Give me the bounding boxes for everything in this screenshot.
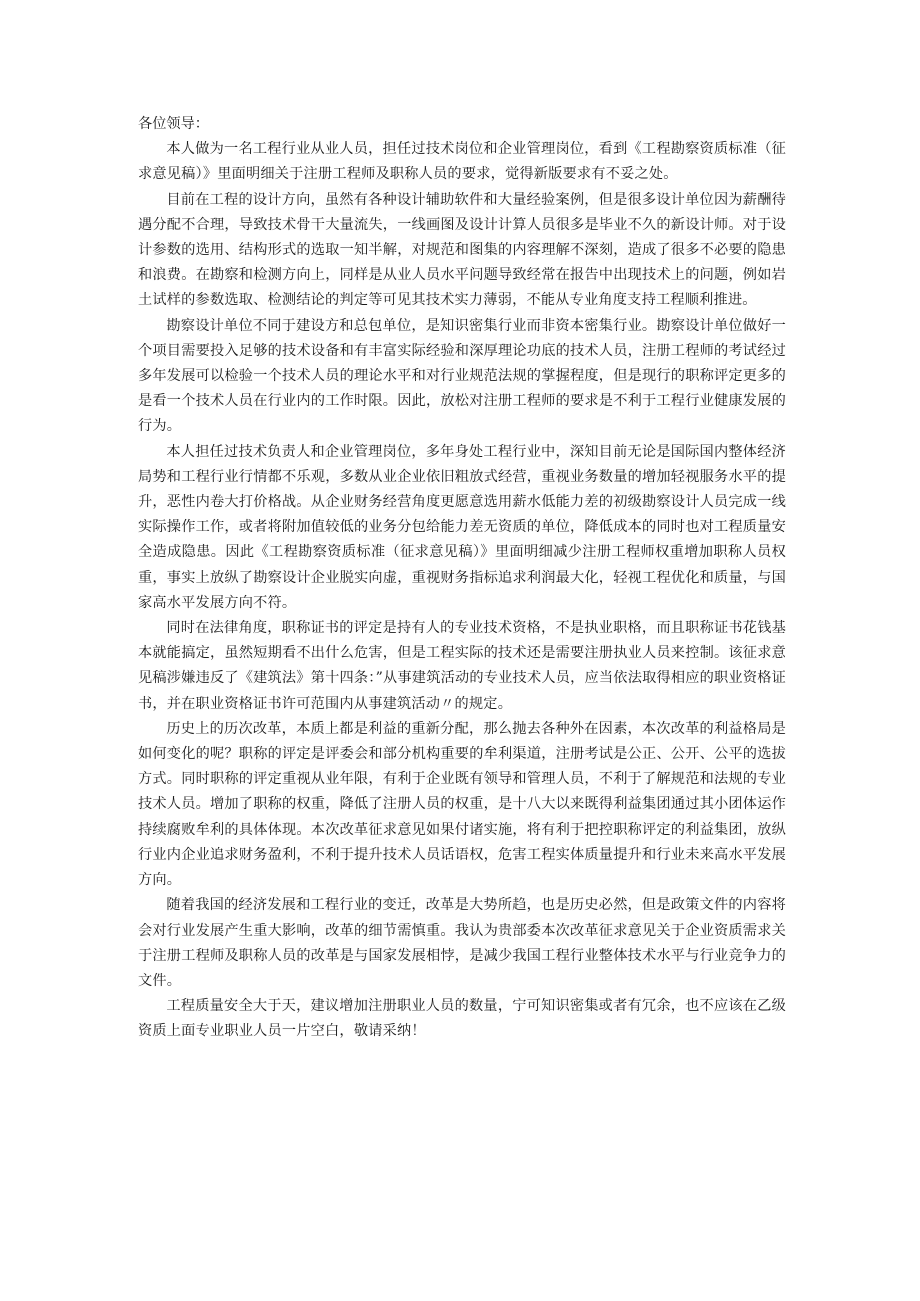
paragraph: 本人做为一名工程行业从业人员，担任过技术岗位和企业管理岗位，看到《工程勘察资质标准（征求意见稿）》里面明细关于注册工程师及职称人员的要求，觉得新版要求有不妥之处。 bbox=[138, 141, 786, 183]
paragraph: 同时在法律角度，职称证书的评定是持有人的专业技术资格，不是执业职格，而且职称证书花钱基本就能搞定，虽然短期看不出什么危害，但是工程实际的技术还是需要注册执业人员来控制。该征求意见稿涉嫌违反了《建筑法》第十四条：”从事建筑活动的专业技术人员，应当依法取得相应的职业资格证书，并在职业资格证书许可范围内从事建筑活动〃的规定。 bbox=[138, 620, 786, 712]
paragraph: 工程质量安全大于天，建议增加注册职业人员的数量，宁可知识密集或者有冗余，也不应该在乙级资质上面专业职业人员一片空白，敬请采纳！ bbox=[138, 998, 786, 1040]
paragraph: 本人担任过技术负责人和企业管理岗位，多年身处工程行业中，深知目前无论是国际国内整体经济局势和工程行业行情都不乐观，多数从业企业依旧粗放式经营，重视业务数量的增加轻视服务水平的提升，恶性内卷大打价格战。从企业财务经营角度更愿意选用薪水低能力差的初级勘察设计人员完成一线实际操作工作，或者将附加值较低的业务分包给能力差无资质的单位，降低成本的同时也对工程质量安全造成隐患。因此《工程勘察资质标准（征求意见稿）》里面明细减少注册工程师权重增加职称人员权重，事实上放纵了勘察设计企业脱实向虚，重视财务指标追求利润最大化，轻视工程优化和质量，与国家高水平发展方向不符。 bbox=[138, 443, 786, 611]
paragraph: 随着我国的经济发展和工程行业的变迁，改革是大势所趋，也是历史必然，但是政策文件的内容将会对行业发展产生重大影响，改革的细节需慎重。我认为贵部委本次改革征求意见关于企业资质需求关于注册工程师及职称人员的改革是与国家发展相悖，是减少我国工程行业整体技术水平与行业竞争力的文件。 bbox=[138, 897, 786, 989]
paragraph: 勘察设计单位不同于建设方和总包单位，是知识密集行业而非资本密集行业。勘察设计单位做好一个项目需要投入足够的技术设备和有丰富实际经验和深厚理论功底的技术人员，注册工程师的考试经过多年发展可以检验一个技术人员的理论水平和对行业规范法规的掌握程度，但是现行的职称评定更多的是看一个技术人员在行业内的工作时限。因此，放松对注册工程师的要求是不利于工程行业健康发展的行为。 bbox=[138, 317, 786, 435]
letter-body bbox=[138, 112, 786, 1045]
paragraph: 目前在工程的设计方向，虽然有各种设计辅助软件和大量经验案例，但是很多设计单位因为薪酬待遇分配不合理，导致技术骨干大量流失，一线画图及设计计算人员很多是毕业不久的新设计师。对于设计参数的选用、结构形式的选取一知半解，对规范和图集的内容理解不深刻，造成了很多不必要的隐患和浪费。在勘察和检测方向上，同样是从业人员水平问题导致经常在报告中出现技术上的问题，例如岩土试样的参数选取、检测结论的判定等可见其技术实力薄弱，不能从专业角度支持工程顺利推进。 bbox=[138, 191, 786, 309]
paragraph: 历史上的历次改革，本质上都是利益的重新分配，那么抛去各种外在因素，本次改革的利益格局是如何变化的呢？职称的评定是评委会和部分机构重要的牟利渠道，注册考试是公正、公开、公平的选拔方式。同时职称的评定重视从业年限，有利于企业既有领导和管理人员，不利于了解规范和法规的专业技术人员。增加了职称的权重，降低了注册人员的权重，是十八大以来既得利益集团通过其小团体运作持续腐败牟利的具体体现。本次改革征求意见如果付诸实施，将有利于把控职称评定的利益集团，放纵行业内企业追求财务盈利，不利于提升技术人员话语权，危害工程实体质量提升和行业未来高水平发展方向。 bbox=[138, 720, 786, 889]
salutation: 各位领导： bbox=[138, 116, 209, 132]
